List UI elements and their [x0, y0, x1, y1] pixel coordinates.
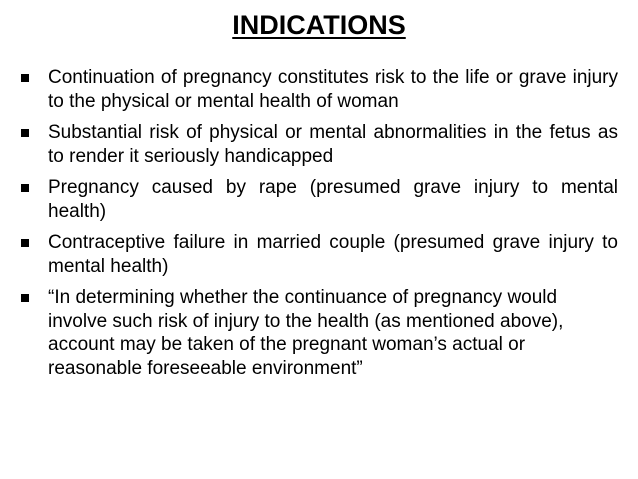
- square-bullet-icon: [21, 184, 29, 192]
- list-item: [20, 121, 618, 168]
- list-item-text: “In determining whether the continuance of pregnancy would involve such risk of injury to the health (as mentioned above), account may be taken of the pregnant woman’s actual or reasonable foreseeable environment”: [48, 287, 564, 379]
- square-bullet-icon: [21, 129, 29, 137]
- list-item: [20, 66, 618, 113]
- list-item-text: Continuation of pregnancy constitutes risk to the life or grave injury to the physical or mental health of woman: [48, 67, 618, 112]
- list-item-text: Substantial risk of physical or mental abnormalities in the fetus as to render it seriously handicapped: [48, 122, 618, 167]
- slide-title: INDICATIONS: [232, 10, 406, 40]
- list-item-text: Contraceptive failure in married couple (presumed grave injury to mental health): [48, 232, 618, 277]
- list-item: [20, 176, 618, 223]
- indications-list: [20, 66, 618, 388]
- list-item: [20, 286, 618, 380]
- square-bullet-icon: [21, 74, 29, 82]
- square-bullet-icon: [21, 294, 29, 302]
- square-bullet-icon: [21, 239, 29, 247]
- list-item: [20, 231, 618, 278]
- list-item-text: Pregnancy caused by rape (presumed grave injury to mental health): [48, 177, 618, 222]
